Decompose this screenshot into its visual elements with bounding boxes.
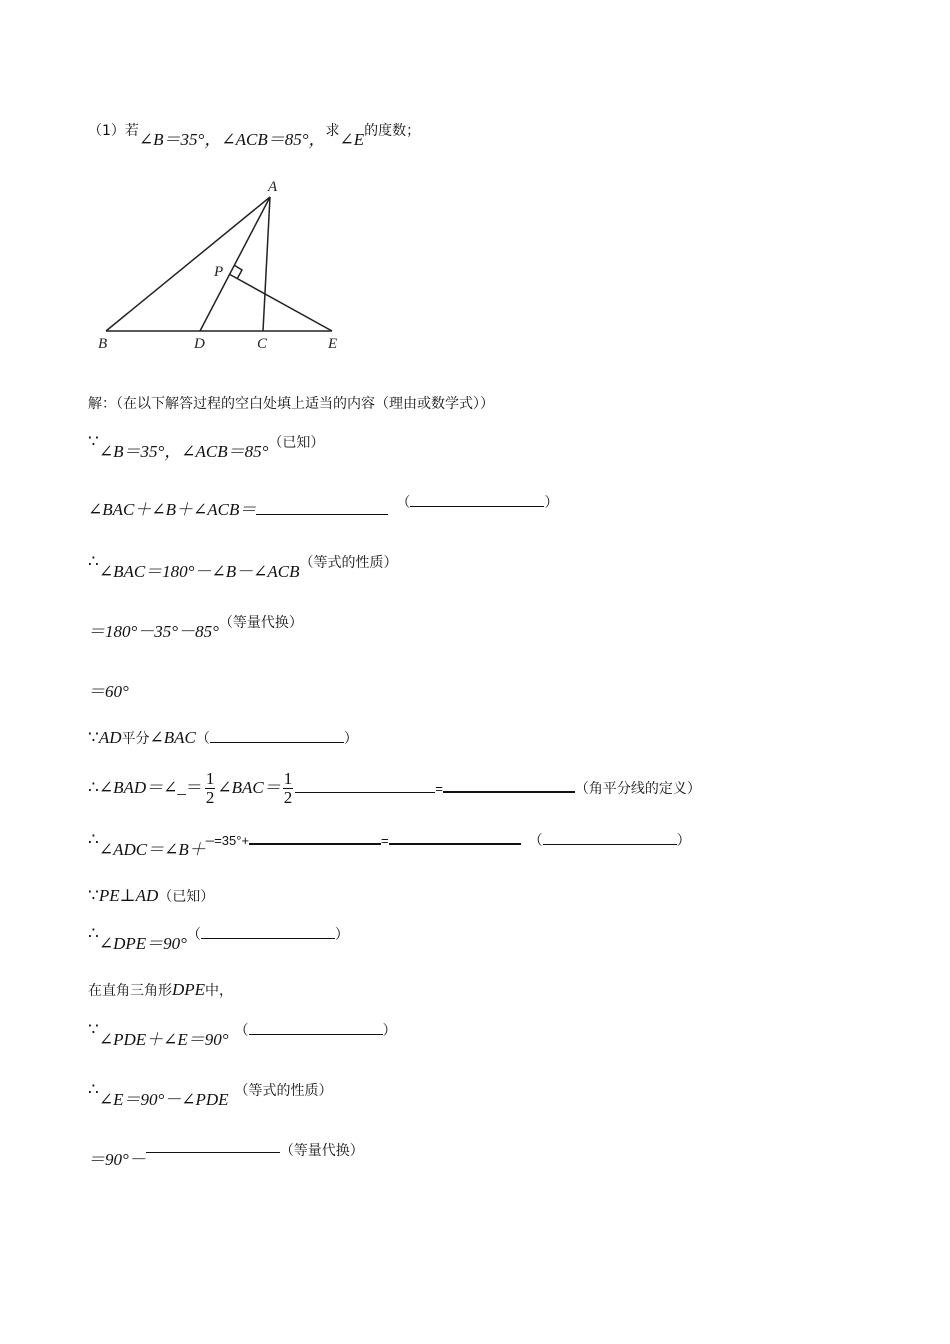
label-e: E [328,336,338,352]
question-ask: 求 [325,123,340,139]
label-b: B [98,336,108,352]
solution-line-6 [88,728,358,749]
question-suffix: 的度数； [364,123,421,139]
line5-math: ＝60° [88,682,129,701]
reason-blank-3[interactable] [543,832,677,845]
fraction-one-half-2: $\frac{1}{2}$ [283,769,293,807]
segment-ad [200,197,270,331]
therefore-symbol: ∴ [88,552,99,571]
answer-blank-6[interactable] [146,1140,280,1153]
line14-math: ＝90°－ [88,1150,146,1169]
therefore-symbol: ∴ [88,1080,99,1099]
line8-open-paren: （ [528,833,543,849]
answer-blank-4[interactable] [249,831,381,845]
solution-line-3 [88,552,398,581]
solution-line-2 [88,495,559,521]
line9-reason: （已知） [158,889,215,905]
fraction-one-half: $\frac{1}{2}$ [205,769,215,807]
line4-math: ＝180°－35°－85° [88,622,219,641]
line8-dash: – [205,830,215,849]
line10-open-paren: （ [186,927,201,943]
line2-close-paren: ） [544,495,559,511]
therefore-symbol: ∴ [88,924,99,943]
segment-ab [106,197,270,331]
because-symbol: ∵ [88,728,99,747]
reason-blank-1[interactable] [410,494,544,507]
line7-dash: _ [177,778,186,797]
line11-pre: 在直角三角形 [88,983,172,999]
line8-close-paren: ） [676,833,691,849]
solution-line-13 [88,1080,333,1109]
solution-line-5 [88,682,129,702]
question-condition-b: ∠B＝35°， [138,130,222,149]
because-symbol: ∵ [88,432,99,451]
solution-line-14 [88,1140,364,1169]
line6-ad: AD [98,728,122,747]
line9-math: PE⊥AD [98,886,159,905]
therefore-symbol: ∴ [88,830,99,849]
line10-close-paren: ） [334,927,349,943]
solution-line-1 [88,432,325,461]
question-line [88,120,421,149]
reason-blank-5[interactable] [249,1022,383,1035]
solution-line-10 [88,924,349,953]
line7-eq-2: = [435,781,443,796]
label-a: A [268,179,278,195]
solution-line-12 [88,1020,397,1049]
line6-open-paren: （ [195,731,210,747]
solution-line-8 [88,830,691,859]
answer-blank-5[interactable] [389,831,521,845]
line2-open-paren: （ [396,495,411,511]
line8-eq: = [381,833,389,848]
line12-open-paren: （ [234,1023,249,1039]
line7-eq: ＝ [185,778,203,797]
line6-close-paren: ） [343,731,358,747]
because-symbol: ∵ [88,1020,99,1039]
line3-math: ∠BAC＝180°－∠B－∠ACB [98,562,300,581]
reason-blank-4[interactable] [201,926,335,939]
question-target: ∠E [339,130,365,149]
answer-blank-3[interactable] [443,779,575,793]
triangle-figure [90,170,360,355]
because-symbol: ∵ [88,886,99,905]
solution-line-11 [88,980,233,1001]
line8-math: ∠ADC＝∠B＋ [98,840,206,859]
therefore-symbol: ∴ [88,778,99,797]
line1-reason: （已知） [268,435,325,451]
line7-math-2: ∠BAC＝ [217,778,281,797]
answer-blank-2[interactable] [295,780,435,793]
line11-math: DPE [172,980,206,999]
line1-math: ∠B＝35°，∠ACB＝85° [98,442,269,461]
line13-reason: （等式的性质） [234,1083,333,1099]
line8-small: =35°+ [214,833,250,848]
solution-line-4 [88,612,303,641]
line14-reason: （等量代换） [279,1143,364,1159]
answer-blank-1[interactable] [256,502,388,515]
line12-math: ∠PDE＋∠E＝90° [98,1030,229,1049]
line6-text: 平分 [121,731,150,747]
line10-math: ∠DPE＝90° [98,934,187,953]
line11-post: 中， [205,983,234,999]
line7-math-1: ∠BAD＝∠ [98,778,178,797]
solution-line-9 [88,886,214,907]
question-condition-acb: ∠ACB＝85°， [221,130,326,149]
question-prefix: （1）若 [88,123,139,139]
line3-reason: （等式的性质） [299,555,398,571]
line7-reason: （角平分线的定义） [574,781,701,797]
label-d: D [194,336,205,352]
reason-blank-2[interactable] [210,730,344,743]
line6-angle: ∠BAC [149,728,196,747]
label-p: P [214,264,224,280]
line13-math: ∠E＝90°－∠PDE [98,1090,229,1109]
label-c: C [257,336,268,352]
solution-line-7 [88,770,701,807]
solution-intro: 解：（在以下解答过程的空白处填上适当的内容（理由或数学式）） [88,396,494,412]
segment-ac [263,197,270,331]
line12-close-paren: ） [382,1023,397,1039]
line4-reason: （等量代换） [218,615,303,631]
segment-pe [229,274,332,331]
line2-math: ∠BAC＋∠B＋∠ACB＝ [88,500,257,519]
